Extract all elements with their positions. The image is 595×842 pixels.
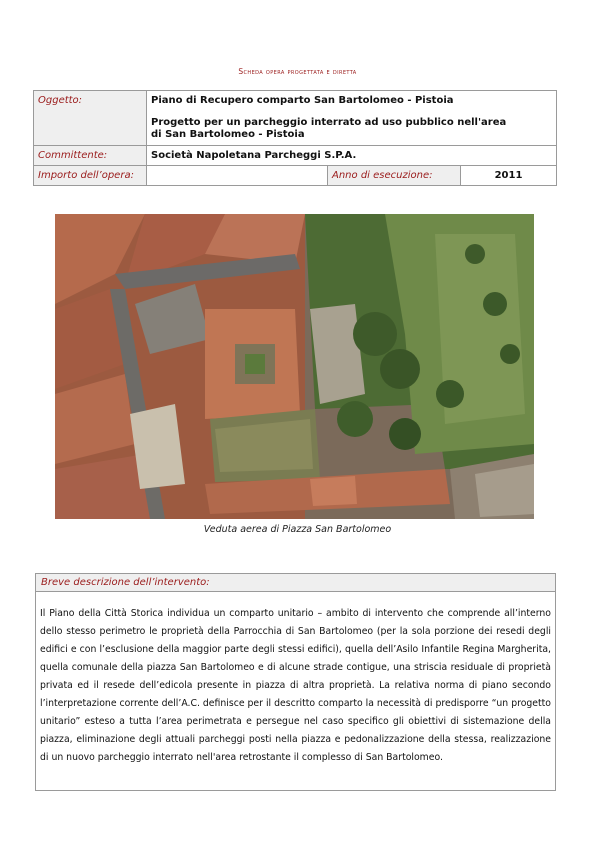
- importo-value: [147, 166, 328, 186]
- oggetto-line-1: Piano di Recupero comparto San Bartolomeo - Pistoia: [151, 95, 454, 106]
- photo-caption: Veduta aerea di Piazza San Bartolomeo: [203, 524, 392, 535]
- importo-row: [34, 166, 557, 186]
- importo-label: Importo dell’opera:: [34, 166, 147, 186]
- committente-label: Committente:: [34, 146, 147, 166]
- description-title: Breve descrizione dell’intervento:: [36, 574, 555, 592]
- page-header-title: Scheda opera progettata e diretta: [238, 67, 357, 76]
- oggetto-line-3: di San Bartolomeo - Pistoia: [151, 129, 305, 140]
- anno-value: 2011: [461, 166, 557, 186]
- project-info-table: [33, 90, 557, 186]
- description-box: [35, 573, 556, 791]
- description-text: Il Piano della Città Storica individua un comparto unitario – ambito di intervento che comprende all’interno dello stesso perimetro le proprietà della Parrocchia di San Bartolomeo (per la sola porzione dei resedi degli edifici e con l’esclusione della maggior parte degli stessi edifici), quella dell’Asilo Infantile Regina Margherita, quella comunale della piazza San Bartolomeo e di alcune strade contigue, una striscia residuale di proprietà privata ed il resede dell’edicola presente in piazza di altra proprietà. La relativa norma di piano secondo l’interpretazione corrente dell’A.C. definisce per il descritto comparto la necessità di predisporre “un progetto unitario” esteso a tutta l’area perimetrata e persegue nel caso specifico gli obiettivi di sistemazione della piazza, eliminazione degli attuali parcheggi posti nella piazza e pedonalizzazione della stessa, realizzazione di un nuovo parcheggio interrato nell'area retrostante il complesso di San Bartolomeo.: [40, 608, 551, 763]
- oggetto-label: Oggetto:: [34, 91, 147, 146]
- oggetto-line-2: Progetto per un parcheggio interrato ad uso pubblico nell'area: [151, 117, 507, 128]
- aerial-photo: [55, 214, 534, 519]
- committente-value: Società Napoletana Parcheggi S.P.A.: [147, 146, 557, 166]
- oggetto-row: [34, 91, 557, 146]
- anno-label: Anno di esecuzione:: [328, 166, 461, 186]
- oggetto-value: [147, 91, 557, 146]
- committente-row: [34, 146, 557, 166]
